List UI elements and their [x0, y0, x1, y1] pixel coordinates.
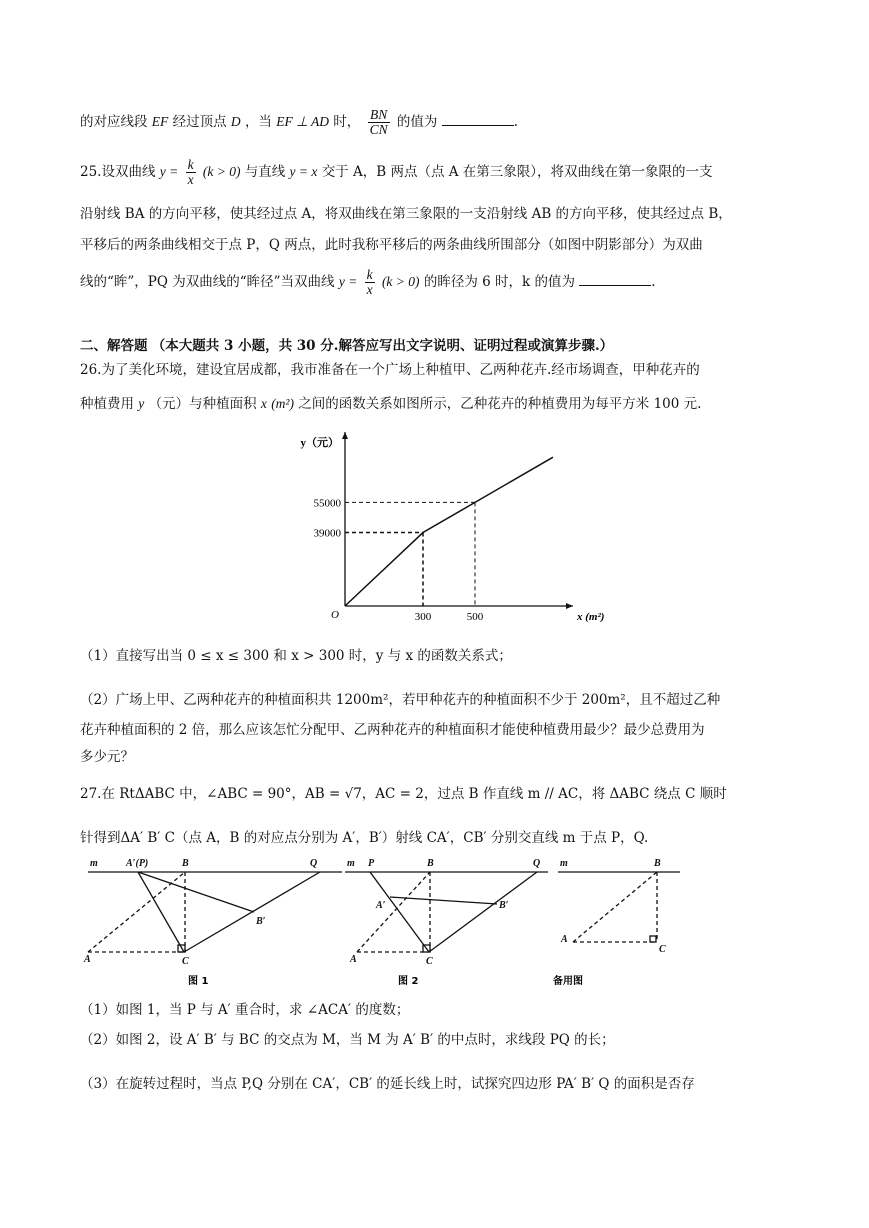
section-title: 二、解答题 [80, 338, 148, 354]
q25-line-3: 平移后的两条曲线相交于点 P，Q 两点，此时我称平移后的两条曲线所围部分（如图中阴影部分）为双曲 [80, 237, 703, 253]
label-a1p: A′(P) [126, 858, 149, 869]
section-note: （本大题共 3 小题，共 30 分.解答应写出文字说明、证明过程或演算步骤.） [151, 338, 614, 354]
series-line [345, 457, 553, 606]
q24-ef: EF [151, 114, 169, 130]
segment-ab [88, 872, 185, 952]
segment-ab [573, 872, 657, 942]
q26-part-1: （1）直接写出当 0 ≤ x ≤ 300 和 x > 300 时，y 与 x 的函数关系式； [80, 648, 512, 664]
label-q: Q [533, 858, 541, 869]
segment-ab [357, 872, 430, 952]
y-tick-label: 55000 [313, 497, 341, 510]
q25-text: 的眸径为 6 时，k 的值为 [423, 274, 575, 291]
q25-eq: y = [159, 164, 179, 180]
answer-blank [579, 273, 651, 286]
q25-cond: (k > 0) [202, 164, 241, 180]
fig3-caption: 备用图 [553, 976, 583, 987]
label-b1: B′ [499, 900, 509, 911]
q24-text: 的对应线段 [80, 114, 148, 131]
q25-cond: (k > 0) [381, 274, 420, 290]
q27-figures [0, 852, 869, 992]
q25-text: 与直线 [244, 164, 286, 181]
q24-text: 经过顶点 [172, 114, 227, 131]
label-q: Q [310, 858, 318, 869]
q26-text: 之间的函数关系如图所示，乙种花卉的种植费用为每平方米 100 元. [298, 396, 702, 412]
q27-line-1: 27.在 RtΔABC 中，∠ABC = 90°，AB = √7，AC = 2，过点 B 作直线 m // AC，将 ΔABC 绕点 C 顺时 [80, 786, 727, 802]
label-c: C [426, 956, 433, 967]
q25-text: A，B 两点（点 A 在第三象限），将双曲线在第一象限的一支 [352, 164, 713, 181]
q25-line-2: 沿射线 BA 的方向平移，使其经过点 A，将双曲线在第三象限的一支沿射线 AB 的方向平移，使其经过点 B， [80, 206, 732, 222]
x-axis-label: x (m²) [577, 611, 605, 623]
q27-line-2: 针得到ΔA′ B′ C（点 A，B 的对应点分别为 A′，B′）射线 CA′，CB′ 分别交直线 m 于点 P，Q. [80, 830, 649, 846]
y-tick-label: 39000 [313, 527, 341, 540]
q24-tail-line: 的对应线段 EF 经过顶点 D ，当 EF ⊥ AD 时， $\frac{BN}{CN}$ 的值为 . [80, 107, 518, 138]
q25-fraction: $\frac{k}{x}$ [187, 157, 194, 188]
segment-a1b1 [138, 872, 254, 912]
answer-blank [442, 113, 514, 126]
cost-chart [0, 430, 869, 630]
q24-fraction: $\frac{BN}{CN}$ [369, 107, 388, 138]
q26-part-2-line-1: （2）广场上甲、乙两种花卉的种植面积共 1200m²，若甲种花卉的种植面积不少于 200m²，且不超过乙种 [80, 692, 721, 708]
label-m: m [347, 858, 355, 869]
q25-text: 线的“眸”，PQ 为双曲线的“眸径”当双曲线 [80, 274, 335, 291]
y-axis-label: y（元） [300, 437, 339, 449]
q24-text: 时， [333, 114, 361, 131]
figure-2 [345, 872, 548, 952]
q26-line-1: 26.为了美化环境，建设宜居成都，我市准备在一个广场上种植甲、乙两种花卉.经市场调查，甲种花卉的 [80, 362, 700, 378]
q24-condition: EF ⊥ AD [276, 114, 329, 130]
x-axis-arrow [566, 603, 573, 609]
fig2-caption: 图 2 [398, 976, 419, 987]
q26-part-2-line-2: 花卉种植面积的 2 倍，那么应该怎忙分配甲、乙两种花卉的种植面积才能使种植费用最少？最少总费用为 [80, 722, 705, 738]
label-p: P [368, 858, 375, 869]
q24-text: 的值为 [396, 114, 438, 131]
q26-y: y [138, 396, 145, 411]
figure-1 [88, 872, 342, 952]
segment-a1b1 [390, 897, 497, 904]
q25-line-4: 线的“眸”，PQ 为双曲线的“眸径”当双曲线 y = $\frac{k}{x}$ (k > 0) 的眸径为 6 时，k 的值为 . [80, 267, 656, 298]
label-m: m [90, 858, 98, 869]
segment-cq [184, 872, 320, 952]
q26-part-2-line-3: 多少元？ [80, 749, 134, 765]
label-m: m [560, 858, 568, 869]
y-axis-arrow [342, 432, 348, 439]
q26-line-2 [80, 392, 701, 412]
x-tick-label: 300 [414, 611, 432, 623]
label-b: B [427, 858, 434, 869]
q24-text: ，当 [244, 114, 272, 131]
q25-eq: y = [338, 274, 358, 290]
label-b: B [182, 858, 189, 869]
q26-x: x [260, 396, 267, 411]
segment-cq [429, 872, 537, 952]
x-tick-label: 500 [466, 611, 484, 623]
q27-part-2: （2）如图 2，设 A′ B′ 与 BC 的交点为 M，当 M 为 A′ B′ 的中点时，求线段 PQ 的长； [80, 1032, 615, 1048]
q25-line-1 [80, 158, 713, 187]
label-c: C [182, 956, 189, 967]
label-c: C [659, 944, 666, 955]
origin-label: O [331, 609, 339, 621]
label-b: B [654, 858, 661, 869]
label-a1: A′ [376, 900, 386, 911]
q25-text: 25.设双曲线 [80, 164, 156, 181]
figure-spare [558, 872, 680, 942]
right-angle [650, 936, 656, 942]
section-heading [80, 334, 613, 354]
label-b1: B′ [256, 916, 266, 927]
label-a: A [84, 954, 91, 965]
label-a: A [350, 954, 357, 965]
q24-d: D [230, 114, 241, 130]
segment-ca1 [138, 872, 184, 952]
segment-cp [370, 872, 429, 952]
q27-part-3: （3）在旋转过程时，当点 P,Q 分别在 CA′，CB′ 的延长线上时，试探究四边形 PA′ B′ Q 的面积是否存 [80, 1076, 695, 1092]
label-a: A [561, 934, 568, 945]
q27-part-1: （1）如图 1，当 P 与 A′ 重合时，求 ∠ACA′ 的度数； [80, 1002, 410, 1018]
fig1-caption: 图 1 [188, 976, 209, 987]
q26-unit: (m²) [271, 396, 294, 411]
q25-line-eq: y = x [289, 164, 318, 180]
q25-text: 交于 [321, 164, 349, 181]
q26-text: （元）与种植面积 [148, 396, 257, 412]
q26-text: 种植费用 [80, 396, 134, 412]
q25-fraction-2: $\frac{k}{x}$ [366, 267, 373, 298]
